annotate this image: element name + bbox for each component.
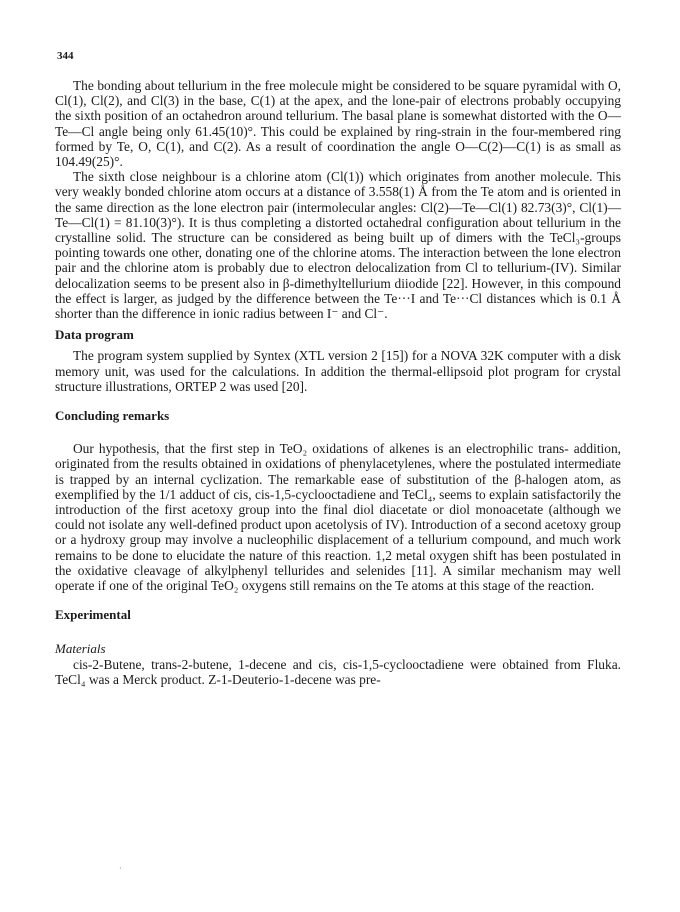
page-number: 344 [57,50,74,62]
paragraph-data-program: The program system supplied by Syntex (XTL version 2 [15]) for a NOVA 32K computer with a disk memory unit, was used for the calculations. In addition the thermal-ellipsoid plot program for crystal structure illustrations, ORTEP 2 was used [20]. [55,348,621,394]
heading-data-program: Data program [55,327,134,343]
body-text [55,78,621,687]
subheading-materials: Materials [55,640,106,656]
heading-concluding-remarks: Concluding remarks [55,408,170,424]
heading-experimental: Experimental [55,607,131,623]
scan-speck: · [119,864,122,873]
paragraph-bonding: The bonding about tellurium in the free molecule might be considered to be square pyramidal with O, Cl(1), Cl(2), and Cl(3) in the base, C(1) at the apex, and the lone-pair of electrons probably occupying the sixth position of an octahedron around tellurium. The basal plane is somewhat distorted with the O—Te—Cl angle being only 61.45(10)°. This could be explained by ring-strain in the four-membered ring formed by Te, O, C(1), and C(2). As a result of coordination the angle O—C(2)—C(1) is as small as 104.49(25)°. [55,78,621,170]
paragraph-concluding-remarks: Our hypothesis, that the first step in TeO₂ oxidations of alkenes is an electrophilic trans- addition, originated from the results obtained in oxidations of phenylacetylenes, where the postulated intermediate is trapped by an internal cyclization. The remarkable ease of substitution of the β-halogen atom, as exemplified by the 1/1 adduct of cis, cis-1,5-cyclooctadiene and TeCl₄, seems to explain satisfactorily the introduction of the first acetoxy group into the final diol diacetate or diol monoacetate (although we could not isolate any well-defined product upon acetolysis of IV). Introduction of a second acetoxy group or a hydroxy group may involve a nucleophilic displacement of a tellurium compound, and much work remains to be done to elucidate the nature of this reaction. 1,2 metal oxygen shift has been postulated in the oxidative cleavage of alkylphenyl tellurides and selenides [11]. A similar mechanism may well operate if one of the original TeO₂ oxygens still remains on the Te atoms at this stage of the reaction. [55,441,621,594]
paragraph-sixth-neighbour: The sixth close neighbour is a chlorine atom (Cl(1)) which originates from another molecule. This very weakly bonded chlorine atom occurs at a distance of 3.558(1) Å from the Te atom and is oriented in the same direction as the lone electron pair (intermolecular angles: Cl(2)—Te—Cl(1) 82.73(3)°, Cl(1)—Te—Cl(1) = 81.10(3)°). It is thus completing a distorted octahedral configuration about tellurium in the crystalline solid. The structure can be considered as being built up of dimers with the TeCl₃-groups pointing towards one other, donating one of the chlorine atoms. The interaction between the lone electron pair and the chlorine atom is probably due to electron delocalization from Cl to tellurium-(IV). Similar delocalization seems to be present also in β-dimethyltellurium diiodide [22]. However, in this compound the effect is larger, as judged by the difference between the Te···I and Te···Cl distances which is 0.1 Å shorter than the difference in ionic radius between I⁻ and Cl⁻. [55,169,621,322]
paragraph-materials: cis-2-Butene, trans-2-butene, 1-decene and cis, cis-1,5-cyclooctadiene were obtained from Fluka. TeCl₄ was a Merck product. Z-1-Deuterio-1-decene was pre- [55,656,621,687]
